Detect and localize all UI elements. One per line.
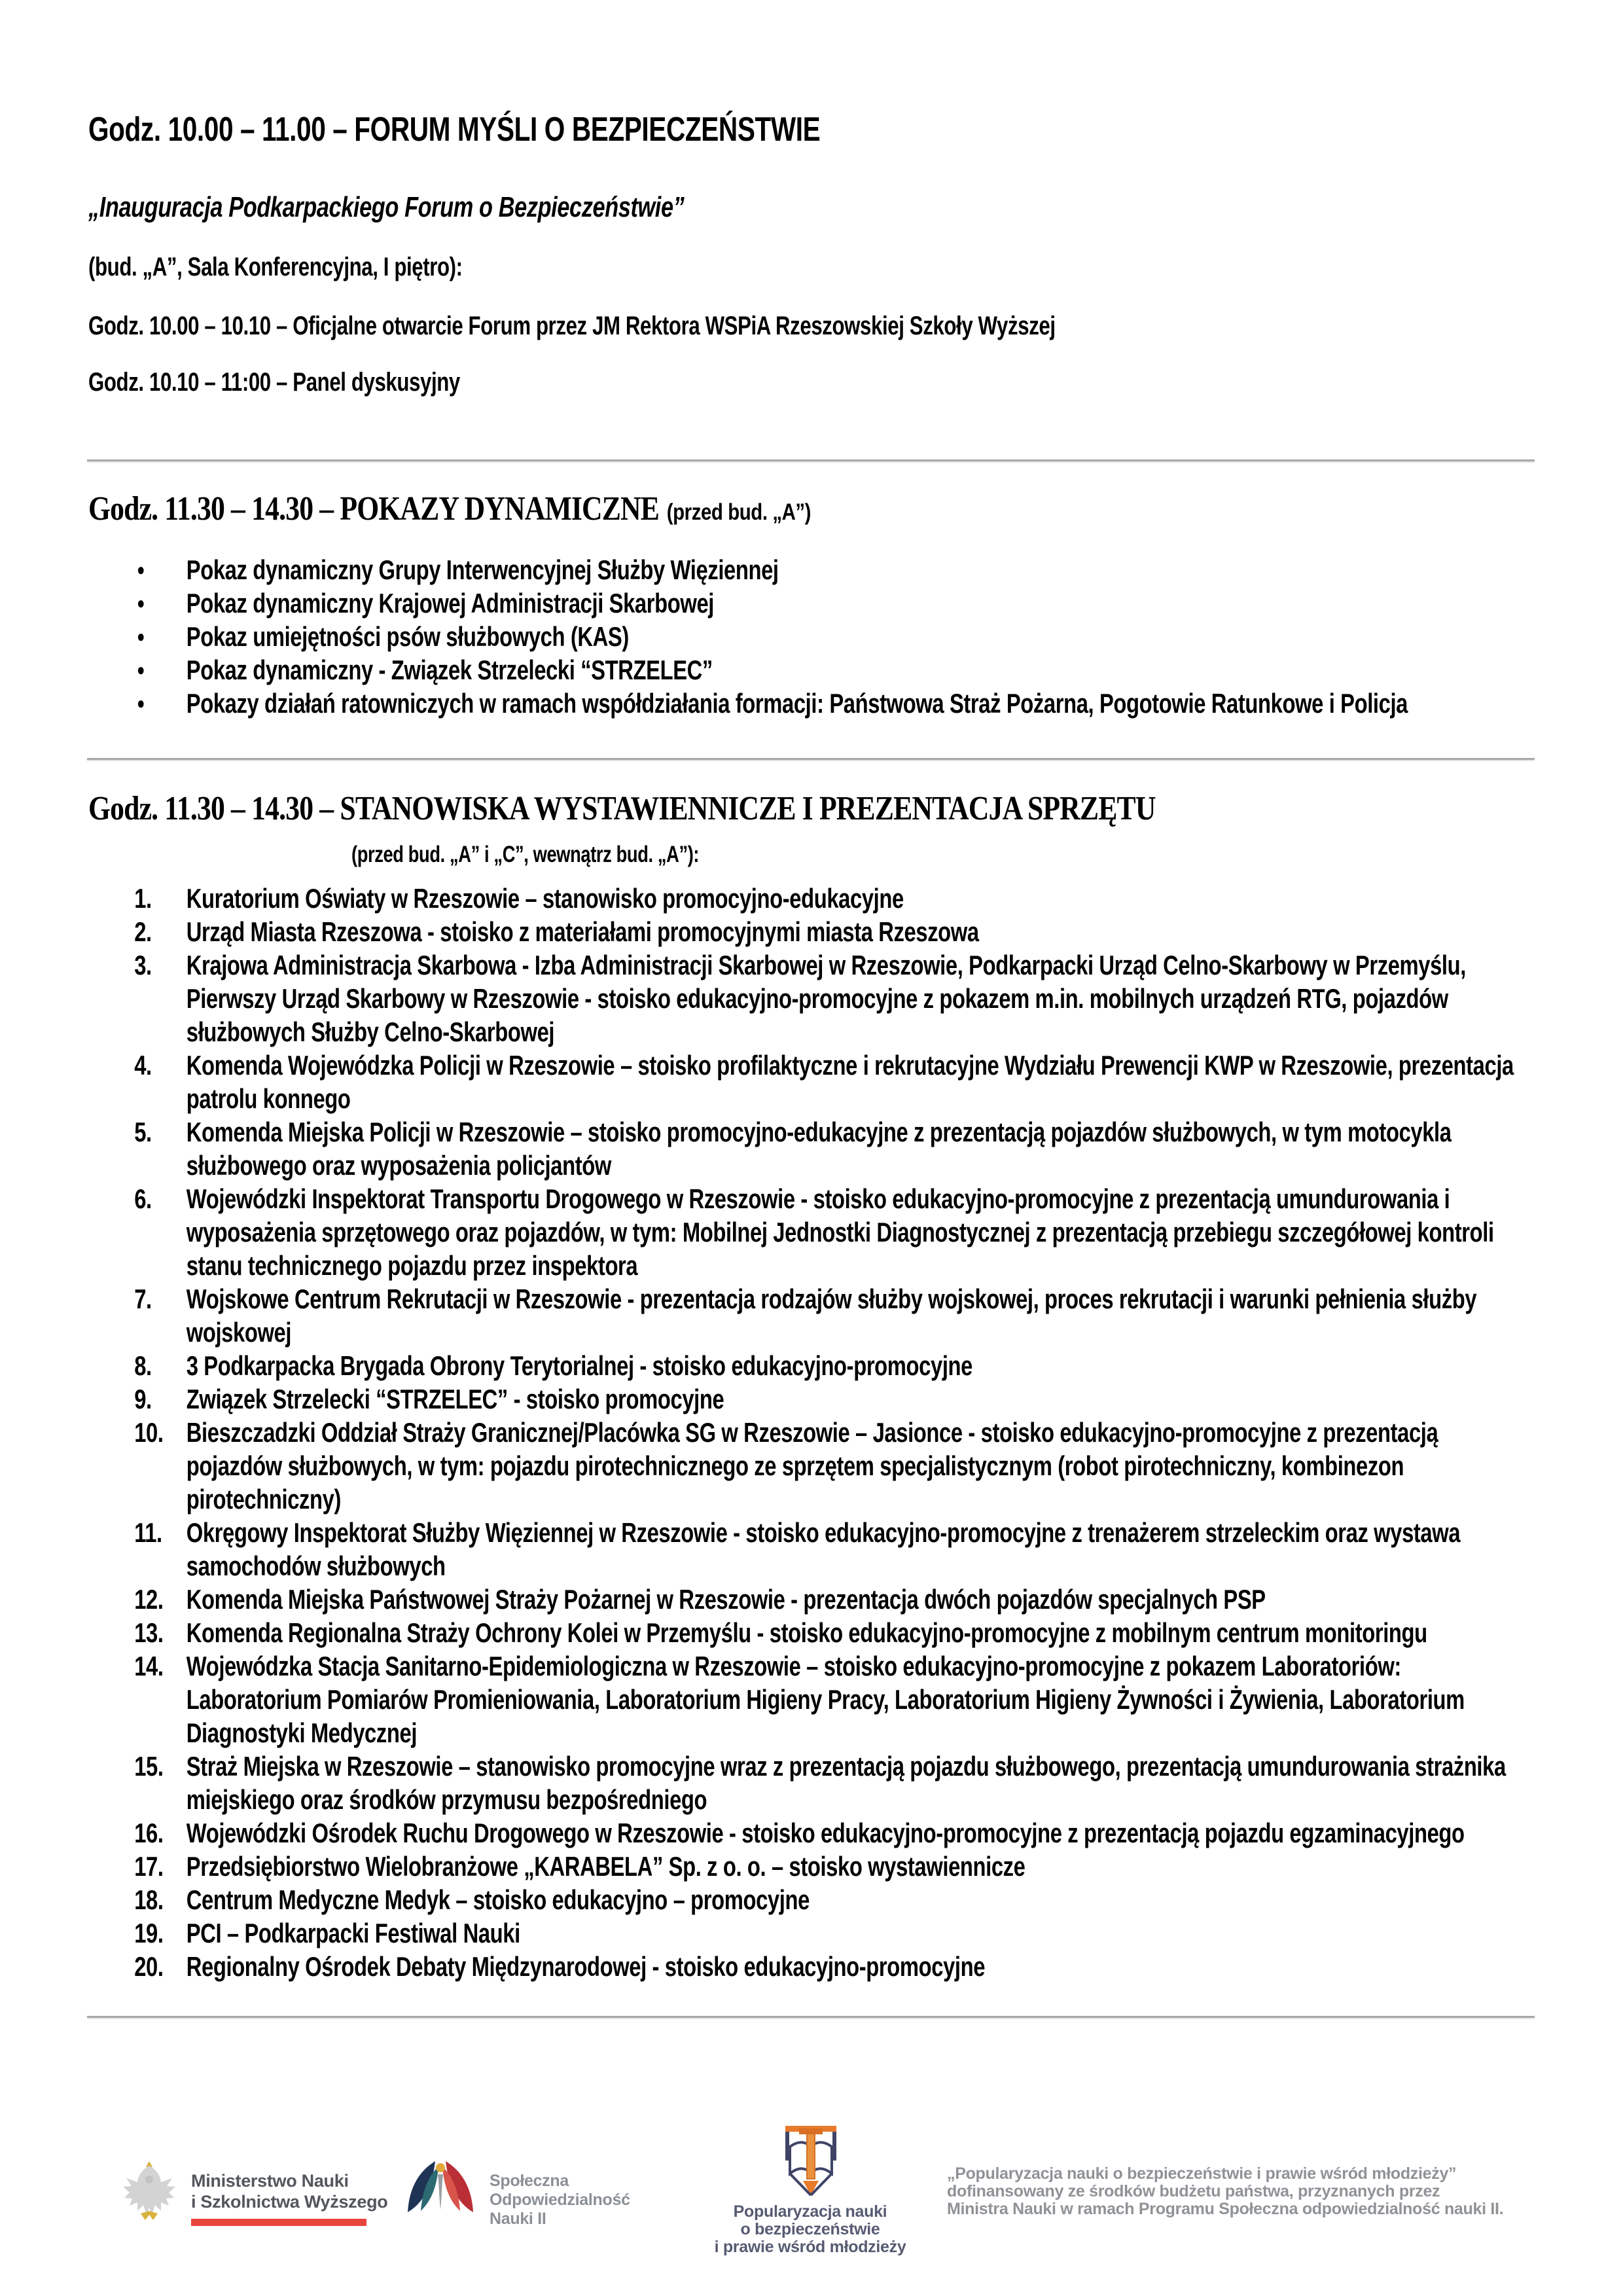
exhibit-list-item xyxy=(88,1883,1535,1916)
exhibit-item-text: Kuratorium Oświaty w Rzeszowie – stanowisko promocyjno-edukacyjne xyxy=(186,883,904,914)
exhibit-list-item xyxy=(88,948,1535,1049)
bullet-item-text: Pokaz dynamiczny Krajowej Administracji Skarbowej xyxy=(186,588,714,619)
exhibit-list-item xyxy=(88,1916,1535,1950)
son-name-line1: Społeczna xyxy=(490,2172,569,2190)
exhibit-item-number: 10. xyxy=(134,1417,164,1448)
exhibit-item-text: Straż Miejska w Rzeszowie – stanowisko promocyjne wraz z prezentacją pojazdu służbowego, prezentacją umundurowania strażnika miejskiego oraz środków przymusu bezpośredniego xyxy=(186,1751,1506,1815)
exhibit-list-item xyxy=(88,1349,1535,1382)
section-stanowiska-heading xyxy=(88,789,1156,828)
bullet-dot-icon: ● xyxy=(137,626,145,646)
section-pokazy-heading xyxy=(88,490,811,528)
section-forum-row2: Godz. 10.10 – 11:00 – Panel dyskusyjny xyxy=(88,368,460,397)
section-stanowiska-note: (przed bud. „A” i „C”, wewnątrz bud. „A”): xyxy=(351,842,700,867)
exhibit-item-text: Regionalny Ośrodek Debaty Międzynarodowej - stoisko edukacyjno-promocyjne xyxy=(186,1951,986,1982)
bullet-item xyxy=(88,620,1533,653)
shield-book-icon xyxy=(780,2123,842,2202)
section-forum-title: Godz. 10.00 – 11.00 – FORUM MYŚLI O BEZPIECZEŃSTWIE xyxy=(88,111,821,149)
exhibit-item-number: 7. xyxy=(134,1283,152,1314)
bullet-item xyxy=(88,553,1533,586)
exhibit-item-text: Komenda Miejska Policji w Rzeszowie – stoisko promocyjno-edukacyjne z prezentacją pojazdów służbowych, w tym motocykla służbowego oraz wyposażenia policjantów xyxy=(186,1117,1452,1181)
exhibit-item-text: Bieszczadzki Oddział Straży Granicznej/Placówka SG w Rzeszowie – Jasionce - stoisko edukacyjno-promocyjne z prezentacją pojazdów służbowych, w tym: pojazdu pirotechnicznego ze sprzętem specjalistycznym (robot pirotechniczny, kombinezon pirotechniczny) xyxy=(186,1417,1438,1515)
son-fan-icon xyxy=(402,2160,478,2221)
divider-3 xyxy=(87,2016,1535,2018)
bullet-item xyxy=(88,653,1533,687)
popular-name-line1: Popularyzacja nauki xyxy=(733,2202,887,2221)
section-forum-row1: Godz. 10.00 – 10.10 – Oficjalne otwarcie Forum przez JM Rektora WSPiA Rzeszowskiej Szkoły Wyższej xyxy=(88,312,1056,340)
exhibit-item-text: Związek Strzelecki “STRZELEC” - stoisko promocyjne xyxy=(186,1384,724,1414)
exhibit-list-item xyxy=(88,915,1535,948)
section-stanowiska-title: Godz. 11.30 – 14.30 – STANOWISKA WYSTAWIENNICZE I PREZENTACJA SPRZĘTU xyxy=(88,790,1156,827)
section-pokazy-note: (przed bud. „A”) xyxy=(666,499,812,525)
bullet-dot-icon: ● xyxy=(137,660,145,679)
exhibit-item-number: 5. xyxy=(134,1117,152,1147)
pokazy-bullet-list xyxy=(88,553,1533,720)
bullet-item xyxy=(88,687,1533,720)
section-forum-location: (bud. „A”, Sala Konferencyjna, I piętro): xyxy=(88,253,463,281)
ministry-eagle-icon xyxy=(121,2161,177,2225)
exhibit-list-item xyxy=(88,1616,1535,1649)
exhibit-item-number: 8. xyxy=(134,1350,152,1381)
exhibit-item-number: 4. xyxy=(134,1050,152,1081)
exhibit-item-number: 12. xyxy=(134,1584,164,1615)
exhibit-list-item xyxy=(88,1416,1535,1516)
exhibit-list-item xyxy=(88,1583,1535,1616)
son-name-line3: Nauki II xyxy=(490,2210,546,2228)
exhibit-item-text: Komenda Miejska Państwowej Straży Pożarnej w Rzeszowie - prezentacja dwóch pojazdów specjalnych PSP xyxy=(186,1584,1266,1615)
popular-name-line2: o bezpieczeństwie xyxy=(740,2220,880,2238)
funding-credit-text xyxy=(947,2165,1503,2218)
section-forum-subtitle: „Inauguracja Podkarpackiego Forum o Bezpieczeństwie” xyxy=(88,191,685,223)
bullet-dot-icon: ● xyxy=(137,693,145,713)
exhibit-item-text: Centrum Medyczne Medyk – stoisko edukacyjno – promocyjne xyxy=(186,1884,810,1915)
exhibit-list-item xyxy=(88,1282,1535,1349)
exhibit-item-text: Okręgowy Inspektorat Służby Więziennej w Rzeszowie - stoisko edukacyjno-promocyjne z trenażerem strzeleckim oraz wystawa samochodów służbowych xyxy=(186,1517,1461,1581)
son-logo-text xyxy=(490,2172,630,2229)
exhibit-item-number: 18. xyxy=(134,1884,164,1915)
exhibit-list-item xyxy=(88,1816,1535,1850)
popular-name-line3: i prawie wśród młodzieży xyxy=(714,2238,906,2256)
ministry-logo-text xyxy=(191,2170,387,2212)
exhibit-list-item xyxy=(88,882,1535,915)
exhibit-item-text: 3 Podkarpacka Brygada Obrony Terytorialnej - stoisko edukacyjno-promocyjne xyxy=(186,1350,972,1381)
credit-line3: Ministra Nauki w ramach Programu Społeczna odpowiedzialność nauki II. xyxy=(947,2200,1504,2218)
exhibit-item-text: Krajowa Administracja Skarbowa - Izba Administracji Skarbowej w Rzeszowie, Podkarpacki Urząd Celno-Skarbowy w Przemyślu, Pierwszy Urząd Skarbowy w Rzeszowie - stoisko edukacyjno-promocyjne z pokazem m.in. mobilnych urządzeń RTG, pojazdów służbowych Służby Celno-Skarbowej xyxy=(186,950,1466,1047)
ministry-name-line2: i Szkolnictwa Wyższego xyxy=(191,2192,388,2212)
exhibit-item-number: 14. xyxy=(134,1651,164,1681)
exhibit-item-text: Wojewódzki Inspektorat Transportu Drogowego w Rzeszowie - stoisko edukacyjno-promocyjne z prezentacją umundurowania i wyposażenia sprzętowego oraz pojazdów, w tym: Mobilnej Jednostki Diagnostycznej z prezentacją przebiegu szczegółowej kontroli stanu technicznego pojazdu przez inspektora xyxy=(186,1183,1494,1281)
divider-2 xyxy=(87,758,1535,760)
exhibit-item-text: Wojskowe Centrum Rekrutacji w Rzeszowie - prezentacja rodzajów służby wojskowej, proces rekrutacji i warunki pełnienia służby wojskowej xyxy=(186,1283,1477,1348)
exhibit-list-item xyxy=(88,1749,1535,1816)
bullet-item-text: Pokazy działań ratowniczych w ramach współdziałania formacji: Państwowa Straż Pożarna, Pogotowie Ratunkowe i Policja xyxy=(186,688,1408,719)
exhibit-item-text: Wojewódzka Stacja Sanitarno-Epidemiologiczna w Rzeszowie – stoisko edukacyjno-promocyjne z pokazem Laboratoriów: Laboratorium Pomiarów Promieniowania, Laboratorium Higieny Pracy, Laboratorium Higieny Żywności i Żywienia, Laboratorium Diagnostyki Medycznej xyxy=(186,1651,1465,1748)
exhibit-item-number: 15. xyxy=(134,1751,164,1782)
exhibit-item-number: 20. xyxy=(134,1951,164,1982)
ministry-name-line1: Ministerstwo Nauki xyxy=(191,2171,349,2191)
exhibit-list-item xyxy=(88,1850,1535,1883)
exhibit-list-item xyxy=(88,1950,1535,1983)
exhibit-item-text: Wojewódzki Ośrodek Ruchu Drogowego w Rzeszowie - stoisko edukacyjno-promocyjne z prezentacją pojazdu egzaminacyjnego xyxy=(186,1818,1465,1848)
exhibit-item-number: 19. xyxy=(134,1918,164,1948)
exhibit-item-text: Komenda Wojewódzka Policji w Rzeszowie – stoisko profilaktyczne i rekrutacyjne Wydziału Prewencji KWP w Rzeszowie, prezentacja patrolu konnego xyxy=(186,1050,1514,1114)
credit-line1: „Popularyzacja nauki o bezpieczeństwie i prawie wśród młodzieży” xyxy=(947,2164,1457,2183)
exhibit-item-number: 16. xyxy=(134,1818,164,1848)
exhibit-item-number: 11. xyxy=(134,1517,162,1548)
credit-line2: dofinansowany ze środków budżetu państwa, przyznanych przez xyxy=(947,2182,1440,2200)
bullet-item-text: Pokaz umiejętności psów służbowych (KAS) xyxy=(186,621,629,652)
divider-1 xyxy=(87,459,1535,461)
exhibit-item-number: 17. xyxy=(134,1851,164,1882)
son-name-line2: Odpowiedzialność xyxy=(490,2191,630,2209)
exhibit-item-text: Przedsiębiorstwo Wielobranżowe „KARABELA” Sp. z o. o. – stoisko wystawiennicze xyxy=(186,1851,1026,1882)
section-pokazy-title: Godz. 11.30 – 14.30 – POKAZY DYNAMICZNE xyxy=(88,490,660,528)
exhibit-item-number: 3. xyxy=(134,950,152,980)
exhibit-list-item xyxy=(88,1382,1535,1416)
ministry-red-bar xyxy=(191,2219,366,2226)
exhibit-list-item xyxy=(88,1649,1535,1749)
exhibit-list-item xyxy=(88,1049,1535,1115)
exhibit-item-text: Urząd Miasta Rzeszowa - stoisko z materiałami promocyjnymi miasta Rzeszowa xyxy=(186,916,979,947)
exhibit-item-text: Komenda Regionalna Straży Ochrony Kolei w Przemyślu - stoisko edukacyjno-promocyjne z mobilnym centrum monitoringu xyxy=(186,1617,1427,1648)
bullet-dot-icon: ● xyxy=(137,560,145,579)
exhibit-item-number: 2. xyxy=(134,916,152,947)
exhibit-item-number: 1. xyxy=(134,883,152,914)
exhibit-list-item xyxy=(88,1182,1535,1282)
exhibit-item-number: 6. xyxy=(134,1183,152,1214)
bullet-item-text: Pokaz dynamiczny - Związek Strzelecki “STRZELEC” xyxy=(186,655,713,685)
exhibit-list-item xyxy=(88,1516,1535,1583)
bullet-item-text: Pokaz dynamiczny Grupy Interwencyjnej Służby Więziennej xyxy=(186,554,779,585)
popular-logo-text xyxy=(686,2203,935,2256)
exhibit-item-text: PCI – Podkarpacki Festiwal Nauki xyxy=(186,1918,520,1948)
exhibit-item-number: 13. xyxy=(134,1617,164,1648)
bullet-item xyxy=(88,586,1533,620)
exhibit-list xyxy=(88,882,1535,1983)
bullet-dot-icon: ● xyxy=(137,593,145,613)
exhibit-item-number: 9. xyxy=(134,1384,152,1414)
exhibit-list-item xyxy=(88,1115,1535,1182)
